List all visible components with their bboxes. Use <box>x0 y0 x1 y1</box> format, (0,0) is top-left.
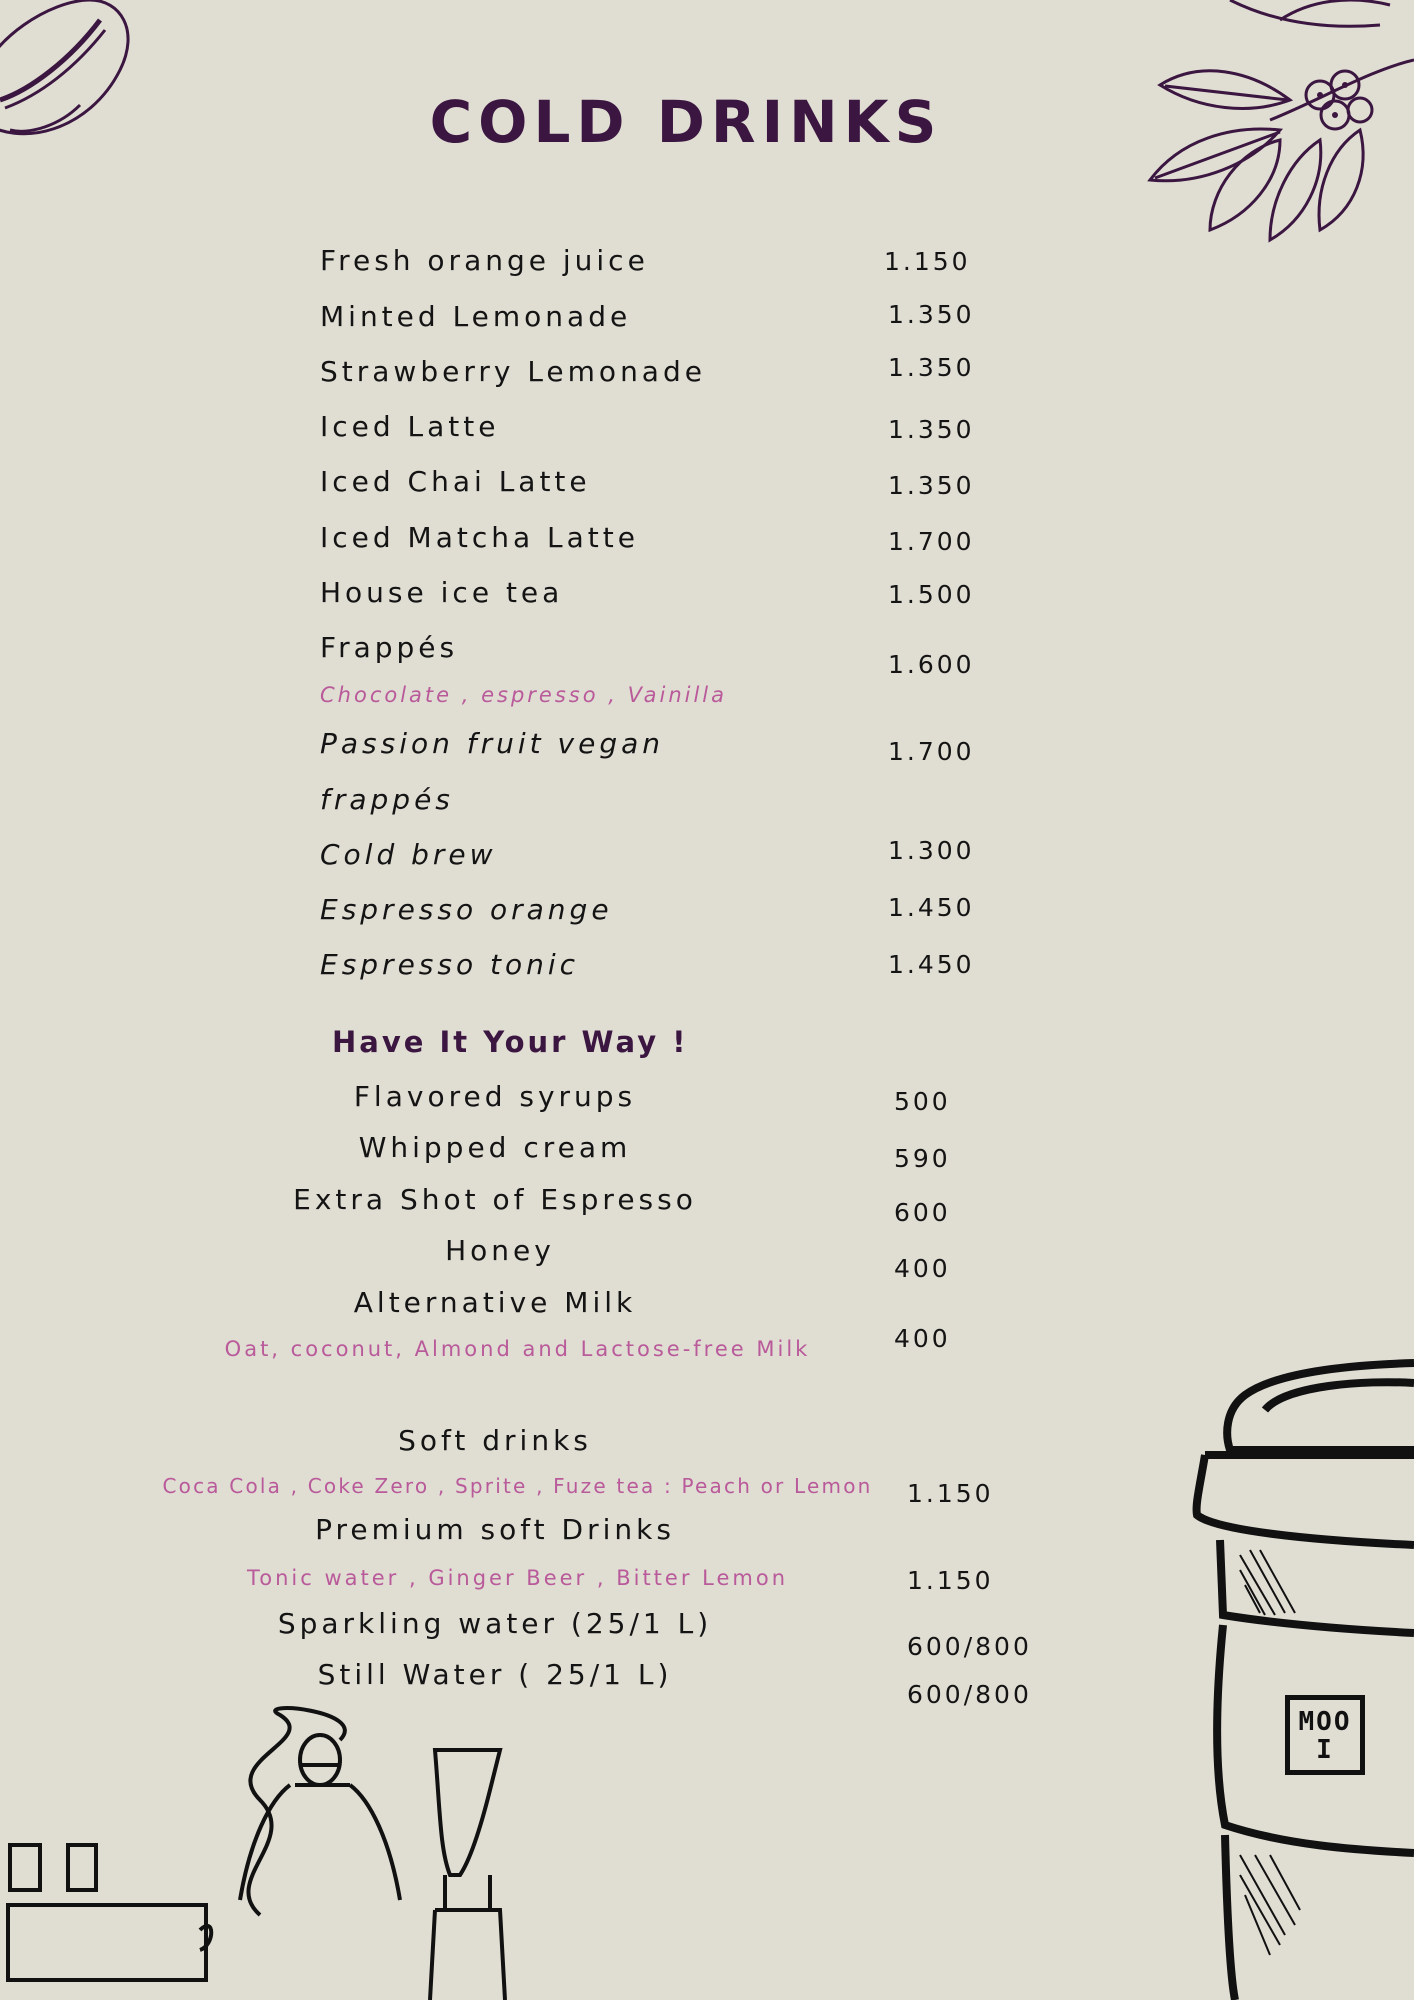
soft-drink-price: 600/800 <box>907 1632 1032 1661</box>
drink-name: Fresh orange juice <box>320 244 649 277</box>
soft-drink-name: Sparkling water (25/1 L) <box>277 1607 713 1640</box>
drink-price: 1.150 <box>884 247 971 276</box>
extra-price: 500 <box>894 1087 951 1116</box>
drink-name: Iced Matcha Latte <box>320 521 639 554</box>
drink-note: Chocolate , espresso , Vainilla <box>320 683 728 707</box>
drink-price: 1.350 <box>888 471 975 500</box>
extra-price: 400 <box>894 1254 951 1283</box>
brand-logo-text: MOOI <box>1298 1707 1352 1765</box>
extra-name: Flavored syrups <box>353 1080 637 1113</box>
takeaway-cup-icon <box>1185 1355 1414 2000</box>
drink-price: 1.700 <box>888 737 975 766</box>
drink-name: Espresso tonic <box>320 948 580 981</box>
drink-name: Espresso orange <box>320 893 613 926</box>
extra-price: 590 <box>894 1144 951 1173</box>
barista-scene-icon <box>0 1700 560 2000</box>
drink-name: House ice tea <box>320 576 564 609</box>
drink-price: 1.350 <box>888 300 975 329</box>
soft-drink-price: 600/800 <box>907 1680 1032 1709</box>
extra-note: Oat, coconut, Almond and Lactose-free Milk <box>224 1337 811 1361</box>
drink-name: Minted Lemonade <box>320 300 632 333</box>
extra-price: 600 <box>894 1198 951 1227</box>
drink-price: 1.600 <box>888 650 975 679</box>
drink-price: 1.500 <box>888 580 975 609</box>
extra-name: Honey <box>445 1234 555 1267</box>
drink-price: 1.350 <box>888 353 975 382</box>
drink-name: Cold brew <box>320 838 497 871</box>
extra-name: Extra Shot of Espresso <box>293 1183 697 1216</box>
soft-drink-price: 1.150 <box>907 1479 994 1508</box>
soft-drink-name: Still Water ( 25/1 L) <box>317 1658 673 1691</box>
page-title: COLD DRINKS <box>429 88 943 156</box>
drink-name: Iced Chai Latte <box>320 465 591 498</box>
drink-price: 1.450 <box>888 893 975 922</box>
drink-price: 1.300 <box>888 836 975 865</box>
soft-drink-note: Tonic water , Ginger Beer , Bitter Lemon <box>246 1566 788 1590</box>
extras-heading: Have It Your Way ! <box>332 1025 689 1059</box>
soft-drink-name: Premium soft Drinks <box>315 1513 675 1546</box>
brand-logo <box>1285 1695 1365 1775</box>
drink-price: 1.450 <box>888 950 975 979</box>
soft-drink-price: 1.150 <box>907 1566 994 1595</box>
drink-price: 1.350 <box>888 415 975 444</box>
drink-name: Passion fruit vegan <box>320 727 665 760</box>
drink-price: 1.700 <box>888 527 975 556</box>
extra-price: 400 <box>894 1324 951 1353</box>
soft-drink-name: Soft drinks <box>398 1424 592 1457</box>
drink-name: Strawberry Lemonade <box>320 355 706 388</box>
drink-name: Frappés <box>320 631 459 664</box>
drink-name-continued: frappés <box>320 783 454 816</box>
extra-name: Alternative Milk <box>353 1286 637 1319</box>
extra-name: Whipped cream <box>358 1131 632 1164</box>
soft-drink-note: Coca Cola , Coke Zero , Sprite , Fuze tea : Peach or Lemon <box>162 1474 873 1498</box>
drink-name: Iced Latte <box>320 410 500 443</box>
